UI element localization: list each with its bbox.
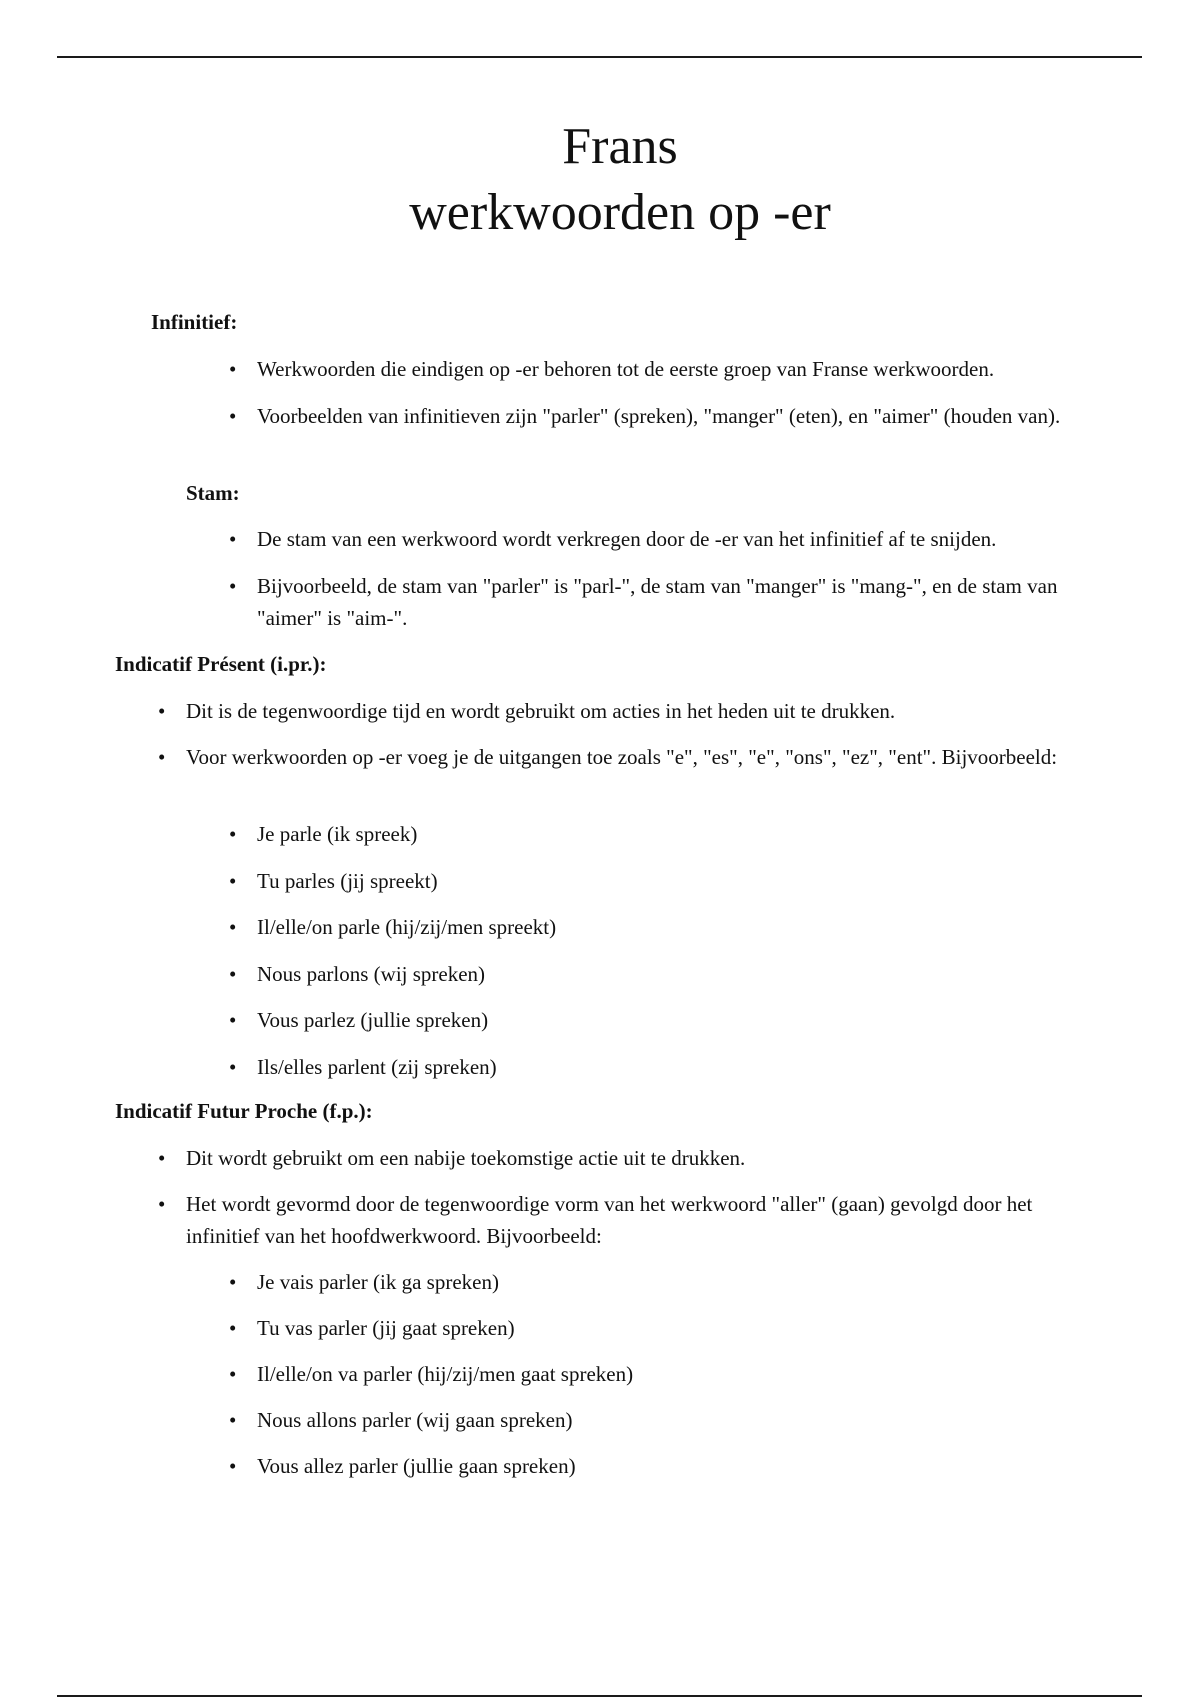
title-line-2: werkwoorden op -er — [409, 184, 831, 241]
title-line-1: Frans — [562, 118, 678, 175]
bottom-rule — [57, 1695, 1142, 1697]
bullet-icon: • — [229, 869, 237, 893]
list-item: • Tu vas parler (jij gaat spreken) — [257, 1312, 1117, 1344]
list-item: • Tu parles (jij spreekt) — [257, 865, 1117, 897]
list-item: • Voor werkwoorden op -er voeg je de uitgangen toe zoals "e", "es", "e", "ons", "ez", "ent". Bijvoorbeeld: — [186, 741, 1086, 773]
bullet-icon: • — [229, 1316, 237, 1340]
list-item: • Nous parlons (wij spreken) — [257, 958, 1117, 990]
bullet-icon: • — [229, 822, 237, 846]
bullet-icon: • — [229, 915, 237, 939]
list-item: • Nous allons parler (wij gaan spreken) — [257, 1404, 1117, 1436]
bullet-icon: • — [229, 1270, 237, 1294]
page-title — [0, 114, 1200, 246]
heading-present: Indicatif Présent (i.pr.): — [115, 652, 327, 676]
list-item: • Il/elle/on va parler (hij/zij/men gaat spreken) — [257, 1358, 1117, 1390]
list-item: • Je parle (ik spreek) — [257, 818, 1117, 850]
top-rule — [57, 56, 1142, 58]
list-item: • Vous allez parler (jullie gaan spreken) — [257, 1450, 1117, 1482]
list-item: • Je vais parler (ik ga spreken) — [257, 1266, 1117, 1298]
bullet-icon: • — [158, 1146, 166, 1170]
list-item: • De stam van een werkwoord wordt verkregen door de -er van het infinitief af te snijden. — [257, 523, 1127, 555]
bullet-icon: • — [158, 699, 166, 723]
list-item: • Bijvoorbeeld, de stam van "parler" is "parl-", de stam van "manger" is "mang-", en de stam van "aimer" is "aim-". — [257, 570, 1117, 634]
heading-futur-proche: Indicatif Futur Proche (f.p.): — [115, 1099, 373, 1123]
list-item: • Ils/elles parlent (zij spreken) — [257, 1051, 1117, 1083]
bullet-icon: • — [229, 574, 237, 598]
bullet-icon: • — [158, 1192, 166, 1216]
list-item: • Het wordt gevormd door de tegenwoordige vorm van het werkwoord "aller" (gaan) gevolgd door het infinitief van het hoofdwerkwoord. Bijvoorbeeld: — [186, 1188, 1106, 1252]
bullet-icon: • — [229, 1008, 237, 1032]
bullet-icon: • — [229, 1055, 237, 1079]
bullet-icon: • — [229, 1362, 237, 1386]
bullet-icon: • — [229, 962, 237, 986]
bullet-icon: • — [229, 404, 237, 428]
bullet-icon: • — [229, 1408, 237, 1432]
list-item: • Vous parlez (jullie spreken) — [257, 1004, 1117, 1036]
list-item: • Werkwoorden die eindigen op -er behoren tot de eerste groep van Franse werkwoorden. — [257, 353, 1117, 385]
bullet-icon: • — [229, 357, 237, 381]
heading-infinitief: Infinitief: — [151, 310, 238, 334]
bullet-icon: • — [158, 745, 166, 769]
list-item: • Voorbeelden van infinitieven zijn "parler" (spreken), "manger" (eten), en "aimer" (houden van). — [257, 400, 1077, 432]
list-item: • Dit is de tegenwoordige tijd en wordt gebruikt om acties in het heden uit te drukken. — [186, 695, 1126, 727]
bullet-icon: • — [229, 1454, 237, 1478]
list-item: • Dit wordt gebruikt om een nabije toekomstige actie uit te drukken. — [186, 1142, 1126, 1174]
heading-stam: Stam: — [186, 481, 240, 505]
list-item: • Il/elle/on parle (hij/zij/men spreekt) — [257, 911, 1117, 943]
bullet-icon: • — [229, 527, 237, 551]
